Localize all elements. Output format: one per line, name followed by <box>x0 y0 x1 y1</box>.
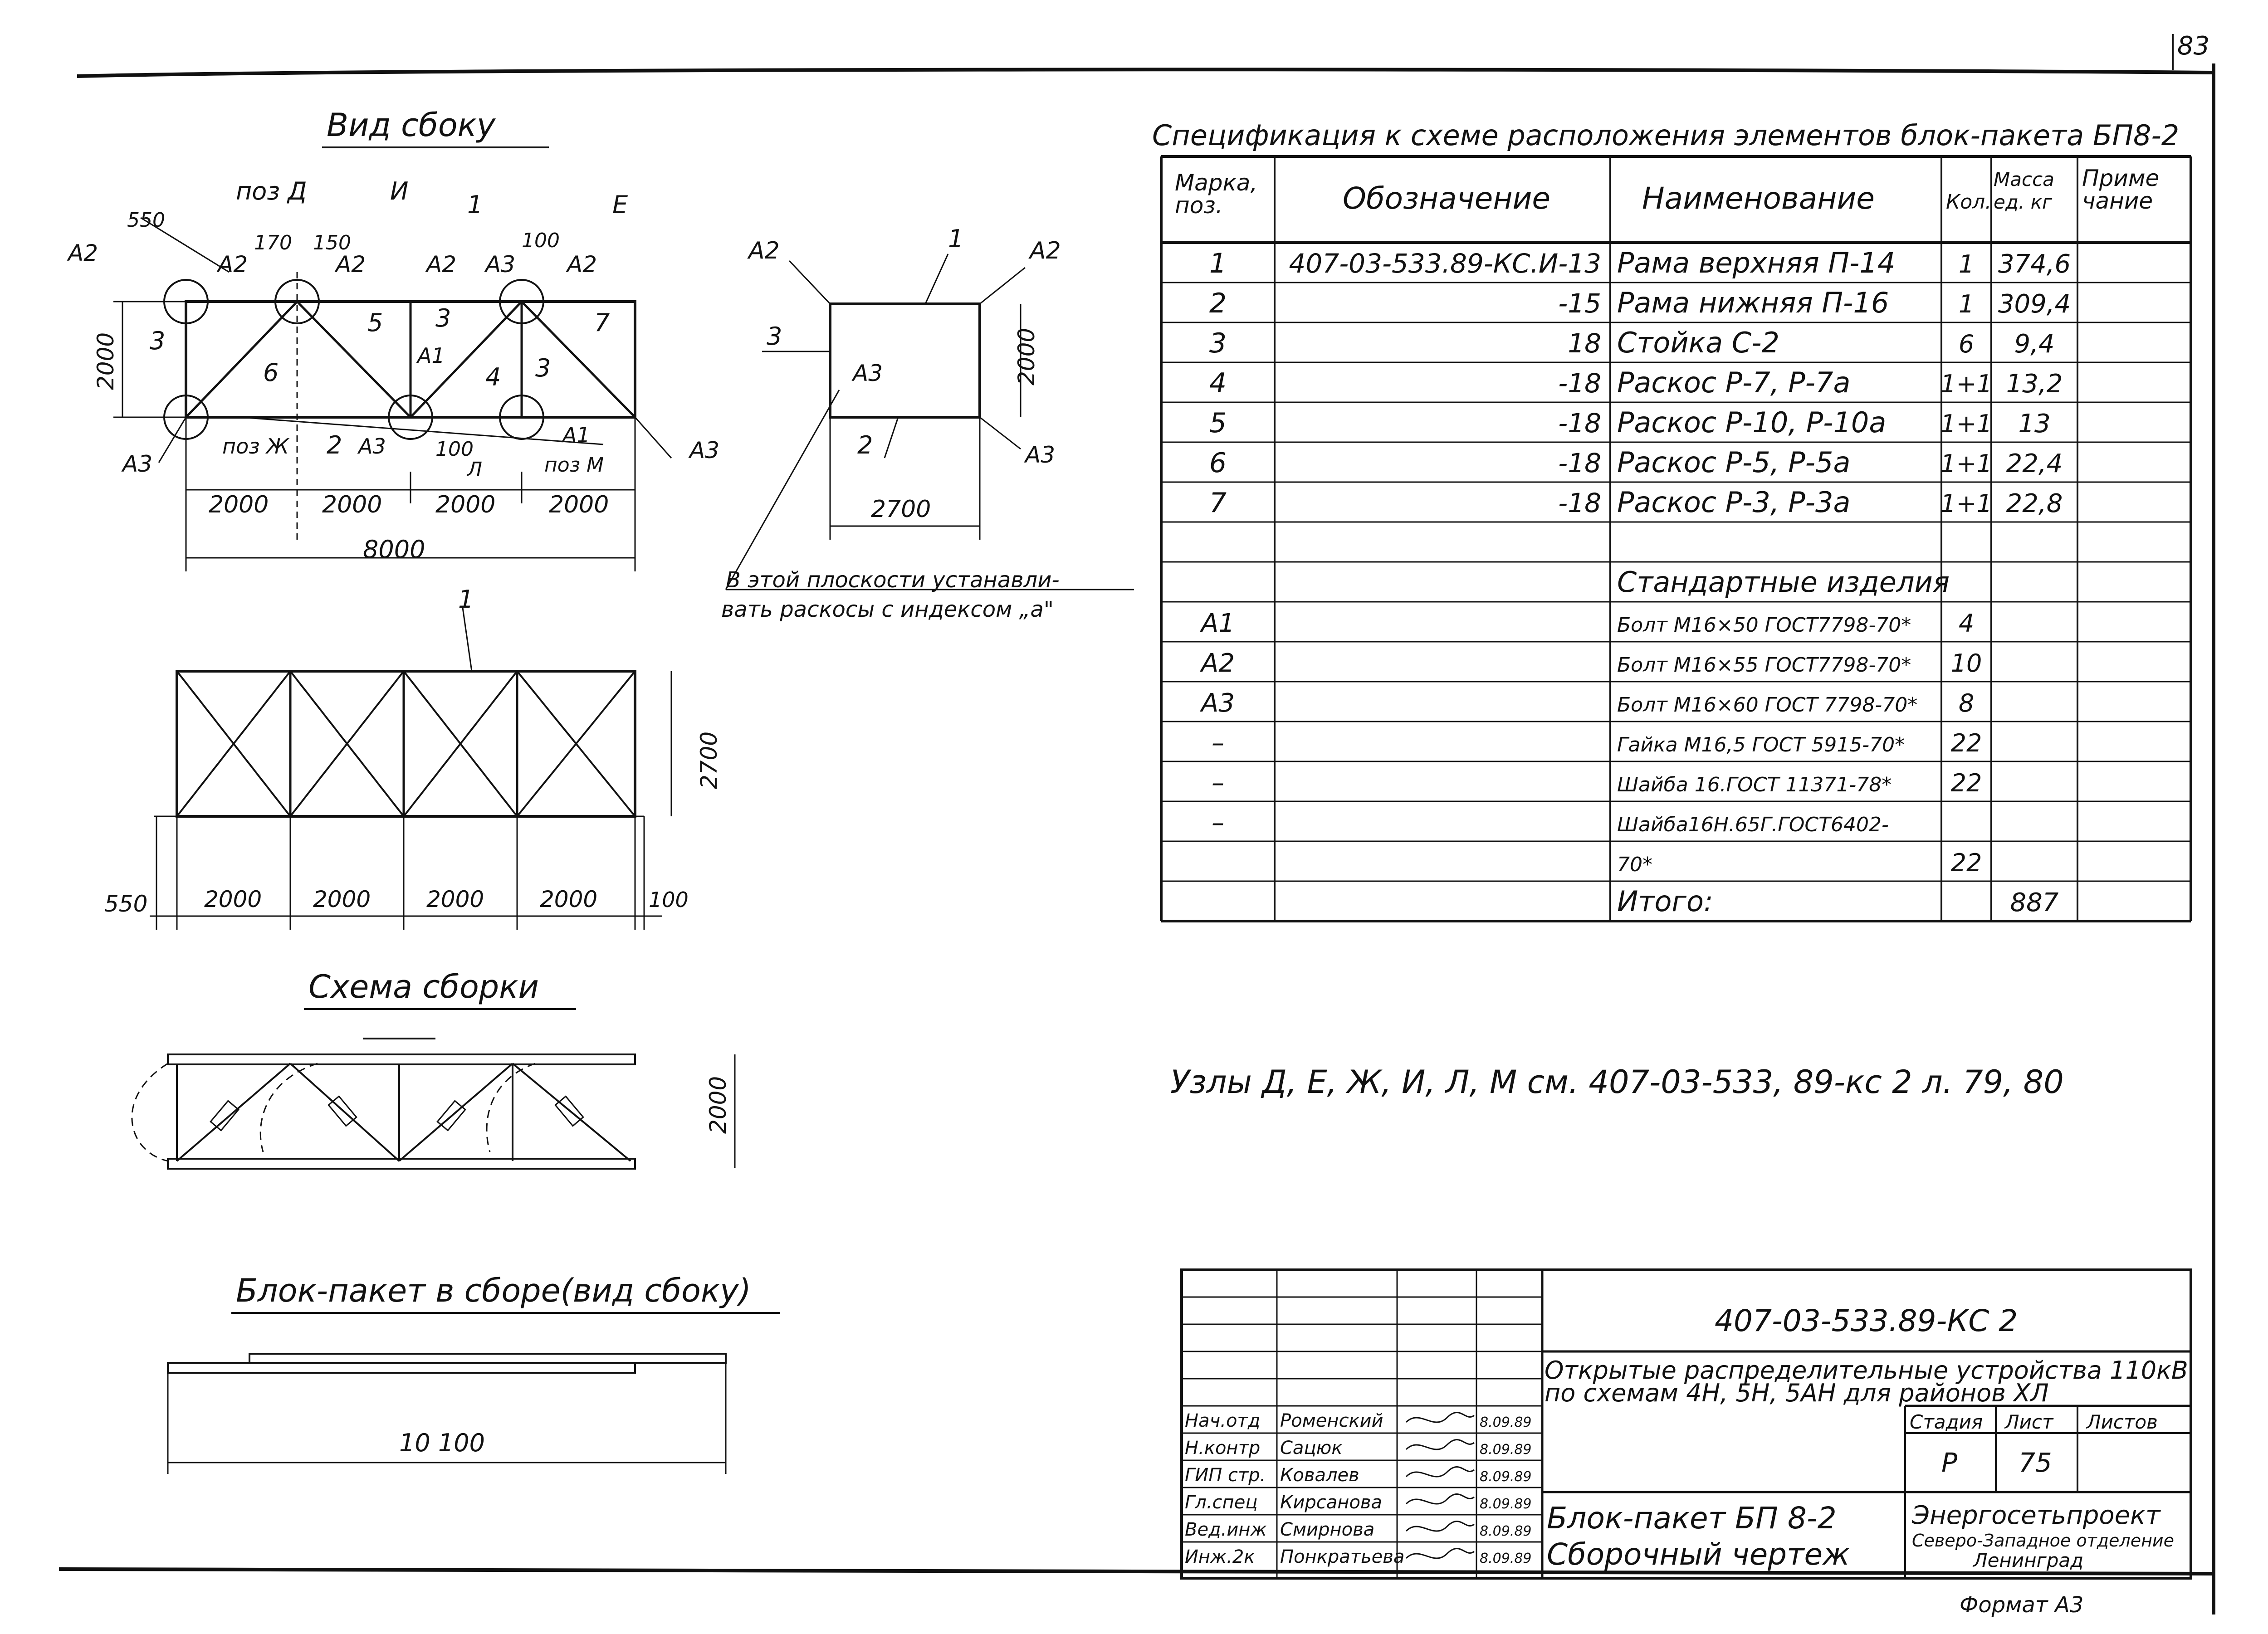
svg-text:8000: 8000 <box>363 535 425 564</box>
sheet-label: Лист <box>2005 1411 2053 1433</box>
assembled-length-dim: 10 100 <box>399 1429 485 1457</box>
svg-text:А2: А2 <box>567 251 597 278</box>
spec-cell-qty: 1+1 <box>1941 489 1992 518</box>
svg-text:А2: А2 <box>218 251 248 278</box>
svg-text:7: 7 <box>594 308 610 337</box>
spec-cell-designation: -18 <box>1558 488 1601 518</box>
svg-text:2000: 2000 <box>426 886 484 912</box>
spec-cell-mark: 6 <box>1209 447 1227 479</box>
svg-text:2000: 2000 <box>540 886 598 912</box>
spec-cell-name: 70* <box>1617 853 1652 876</box>
assembly-title: Схема сборки <box>308 968 539 1005</box>
assembled-title: Блок-пакет в сборе(вид сбоку) <box>236 1272 751 1309</box>
assembly-scheme <box>132 1039 735 1169</box>
svg-text:1: 1 <box>458 585 474 614</box>
plane-note-line-2: вать раскосы с индексом „а" <box>721 597 1054 622</box>
svg-text:Е: Е <box>612 190 628 219</box>
signature-name: Ковалев <box>1280 1465 1359 1486</box>
svg-text:Л: Л <box>467 458 483 481</box>
svg-text:6: 6 <box>263 358 279 387</box>
spec-cell-mark: – <box>1212 768 1224 798</box>
drawing-name-2: Сборочный чертеж <box>1547 1537 1850 1572</box>
spec-cell-qty: 22 <box>1950 849 1982 877</box>
svg-text:3: 3 <box>535 354 551 382</box>
svg-text:А3: А3 <box>485 251 516 278</box>
svg-text:2700: 2700 <box>696 731 722 789</box>
spec-cell-designation: 18 <box>1568 328 1601 359</box>
assembly-height-dim: 2000 <box>705 1076 731 1134</box>
org-city: Ленинград <box>1973 1549 2084 1571</box>
svg-text:1: 1 <box>467 190 483 219</box>
signature-name: Смирнова <box>1280 1519 1375 1540</box>
svg-text:2000: 2000 <box>204 886 262 912</box>
spec-cell-mark: – <box>1212 728 1224 758</box>
spec-cell-mass: 374,6 <box>1998 249 2071 279</box>
signature-date: 8.09.89 <box>1480 1523 1532 1539</box>
spec-cell-mass: 22,4 <box>2006 449 2063 478</box>
spec-cell-name: Болт М16×50 ГОСТ7798-70* <box>1617 614 1911 637</box>
signature-mark <box>1406 1494 1474 1504</box>
signature-mark <box>1406 1467 1474 1477</box>
project-line-1: Открытые распределительные устройства 110кВ <box>1545 1356 2188 1385</box>
svg-text:2000: 2000 <box>1013 327 1040 385</box>
svg-text:5: 5 <box>367 308 383 337</box>
svg-text:2000: 2000 <box>435 491 496 518</box>
spec-cell-qty: 1+1 <box>1941 370 1992 398</box>
spec-cell-mark: 2 <box>1209 288 1227 319</box>
spec-header-name: Наименование <box>1642 181 1875 216</box>
spec-cell-mass: 13,2 <box>2006 369 2063 399</box>
plan-view-labels <box>104 585 722 917</box>
sheet-value: 75 <box>2019 1447 2052 1478</box>
svg-text:А3: А3 <box>689 437 720 463</box>
signature-mark <box>1406 1522 1474 1531</box>
spec-cell-qty: 4 <box>1958 609 1975 638</box>
org-division: Северо-Западное отделение <box>1912 1531 2174 1551</box>
spec-table <box>1161 156 2191 921</box>
signature-name: Кирсанова <box>1280 1492 1382 1513</box>
spec-cell-qty: 10 <box>1950 649 1982 678</box>
signatures-table <box>1185 1410 1532 1567</box>
spec-cell-qty: 22 <box>1950 729 1982 757</box>
spec-cell-qty: 1 <box>1958 290 1975 318</box>
svg-text:100: 100 <box>435 438 474 461</box>
svg-text:550: 550 <box>104 891 148 917</box>
page-number: 83 <box>2177 31 2210 61</box>
svg-text:2000: 2000 <box>549 491 609 518</box>
spec-cell-mark: А1 <box>1201 609 1235 638</box>
spec-cell-mass: 9,4 <box>2014 329 2055 359</box>
spec-cell-name: Итого: <box>1617 885 1713 918</box>
signature-name: Понкратьева <box>1280 1546 1405 1567</box>
svg-text:2: 2 <box>857 431 873 459</box>
spec-cell-name: Болт М16×60 ГОСТ 7798-70* <box>1617 693 1918 717</box>
svg-text:А3: А3 <box>358 434 386 458</box>
spec-header-designation: Обозначение <box>1343 181 1550 216</box>
top-border <box>77 69 2214 76</box>
spec-cell-name: Раскос Р-10, Р-10а <box>1617 406 1887 439</box>
signature-date: 8.09.89 <box>1480 1469 1532 1485</box>
svg-text:2000: 2000 <box>209 491 269 518</box>
spec-header-note: Приме <box>2082 165 2160 191</box>
spec-cell-designation: -15 <box>1558 288 1601 319</box>
side-view-dimensions <box>209 491 609 564</box>
svg-text:поз Д: поз Д <box>236 177 307 205</box>
spec-cell-name: Раскос Р-3, Р-3а <box>1617 486 1851 519</box>
spec-cell-name: Шайба 16.ГОСТ 11371-78* <box>1617 773 1892 796</box>
stage-label: Стадия <box>1910 1411 1983 1433</box>
spec-cell-name: Стойка С-2 <box>1617 326 1779 359</box>
spec-cell-designation: -18 <box>1558 408 1601 439</box>
spec-cell-mark: 3 <box>1209 327 1227 359</box>
svg-text:А2: А2 <box>426 251 457 278</box>
svg-text:А2: А2 <box>68 240 98 266</box>
spec-cell-designation: -18 <box>1558 368 1601 399</box>
svg-text:100: 100 <box>649 888 689 912</box>
nodes-note: Узлы Д, Е, Ж, И, Л, М см. 407-03-533, 89-кс 2 л. 79, 80 <box>1170 1063 2064 1101</box>
signature-role: Вед.инж <box>1185 1519 1267 1540</box>
signature-mark <box>1406 1440 1474 1449</box>
spec-header-mass: Масса <box>1994 168 2054 190</box>
signature-mark <box>1406 1549 1474 1558</box>
spec-cell-name: Гайка М16,5 ГОСТ 5915-70* <box>1617 733 1905 756</box>
svg-text:150: 150 <box>313 231 351 254</box>
sheets-label: Листов <box>2087 1411 2158 1433</box>
spec-cell-qty: 1+1 <box>1941 410 1992 438</box>
signature-role: Инж.2к <box>1185 1546 1255 1567</box>
spec-cell-mark: А3 <box>1201 688 1235 718</box>
spec-cell-name: Рама верхняя П-14 <box>1617 246 1896 279</box>
svg-text:А3: А3 <box>1025 442 1056 468</box>
section-view-labels <box>747 224 1061 523</box>
plan-view <box>150 608 671 930</box>
svg-text:2700: 2700 <box>871 496 931 523</box>
spec-cell-designation: -18 <box>1558 448 1601 478</box>
svg-text:2000: 2000 <box>313 886 371 912</box>
spec-cell-qty: 1 <box>1958 250 1975 278</box>
spec-cell-mark: 5 <box>1209 407 1227 439</box>
signature-name: Роменский <box>1280 1410 1383 1431</box>
signature-role: Гл.спец <box>1185 1492 1258 1513</box>
svg-text:2000: 2000 <box>93 332 119 390</box>
svg-text:А3: А3 <box>122 451 153 477</box>
title-block-text <box>1545 1303 2188 1572</box>
spec-cell-mass: 13 <box>2018 409 2051 439</box>
spec-cell-mass: 309,4 <box>1998 289 2071 319</box>
svg-text:3: 3 <box>767 322 782 351</box>
spec-cell-name: Раскос Р-5, Р-5а <box>1617 446 1851 479</box>
format-label: Формат А3 <box>1960 1592 2084 1618</box>
stage-value: Р <box>1941 1447 1957 1478</box>
signature-date: 8.09.89 <box>1480 1415 1532 1430</box>
spec-header-mark: поз. <box>1175 192 1223 219</box>
org-name: Энергосетьпроект <box>1912 1501 2160 1530</box>
side-view-title: Вид сбоку <box>327 107 496 144</box>
svg-text:А1: А1 <box>562 423 590 447</box>
signature-role: Нач.отд <box>1185 1410 1261 1431</box>
spec-cell-mark: 4 <box>1209 367 1227 399</box>
svg-text:И: И <box>390 177 409 205</box>
spec-header-qty: Кол. <box>1946 190 1992 214</box>
svg-text:А2: А2 <box>1030 237 1061 264</box>
bottom-border <box>59 1569 2214 1574</box>
spec-cell-mark: А2 <box>1201 649 1235 678</box>
spec-cell-qty: 8 <box>1958 689 1975 717</box>
spec-cell-name: Болт М16×55 ГОСТ7798-70* <box>1617 654 1911 677</box>
spec-cell-qty: 1+1 <box>1941 449 1992 478</box>
spec-cell-name: Шайба16Н.65Г.ГОСТ6402- <box>1617 813 1889 836</box>
signature-date: 8.09.89 <box>1480 1496 1532 1512</box>
signature-date: 8.09.89 <box>1480 1442 1532 1458</box>
side-view-labels <box>67 177 719 481</box>
spec-cell-mass: 887 <box>2010 888 2059 917</box>
signature-role: Н.контр <box>1185 1438 1261 1458</box>
spec-header-mass: ед. кг <box>1994 191 2053 213</box>
svg-text:поз М: поз М <box>544 454 604 477</box>
svg-text:А2: А2 <box>748 237 780 264</box>
svg-text:А1: А1 <box>417 343 445 368</box>
spec-cell-name: Раскос Р-7, Р-7а <box>1617 366 1851 399</box>
svg-text:1: 1 <box>948 224 964 253</box>
spec-header-note: чание <box>2082 188 2153 214</box>
drawing-name-1: Блок-пакет БП 8-2 <box>1547 1501 1837 1536</box>
spec-cell-name: Стандартные изделия <box>1617 566 1950 599</box>
svg-text:170: 170 <box>254 231 292 254</box>
svg-text:А3: А3 <box>853 360 883 386</box>
signature-role: ГИП стр. <box>1185 1465 1266 1486</box>
svg-text:А2: А2 <box>336 251 366 278</box>
plane-note-line-1: В этой плоскости устанавли- <box>726 567 1060 593</box>
spec-cell-name: Рама нижняя П-16 <box>1617 286 1889 319</box>
spec-title: Спецификация к схеме расположения элементов блок-пакета БП8-2 <box>1152 119 2180 152</box>
spec-cell-mark: 7 <box>1209 487 1227 519</box>
svg-text:550: 550 <box>127 209 165 232</box>
spec-cell-qty: 22 <box>1950 769 1982 797</box>
svg-text:4: 4 <box>485 363 501 391</box>
signature-name: Сацюк <box>1280 1438 1343 1458</box>
spec-cell-mark: 1 <box>1209 248 1227 279</box>
svg-text:2: 2 <box>327 431 342 459</box>
spec-cell-designation: 407-03-533.89-КС.И-13 <box>1289 248 1601 279</box>
spec-header-mark: Марка, <box>1175 170 1258 196</box>
spec-cell-mark: – <box>1212 808 1224 838</box>
section-view <box>726 254 1134 590</box>
svg-text:поз Ж: поз Ж <box>222 434 289 458</box>
doc-code: 407-03-533.89-КС 2 <box>1715 1303 2018 1338</box>
svg-text:100: 100 <box>522 229 560 252</box>
svg-text:3: 3 <box>150 327 166 355</box>
svg-text:2000: 2000 <box>322 491 382 518</box>
signature-date: 8.09.89 <box>1480 1551 1532 1566</box>
spec-cell-qty: 6 <box>1958 330 1975 358</box>
project-line-2: по схемам 4Н, 5Н, 5АН для районов ХЛ <box>1545 1379 2049 1407</box>
svg-text:3: 3 <box>435 304 451 332</box>
spec-cell-mass: 22,8 <box>2006 489 2063 518</box>
signature-mark <box>1406 1413 1474 1422</box>
